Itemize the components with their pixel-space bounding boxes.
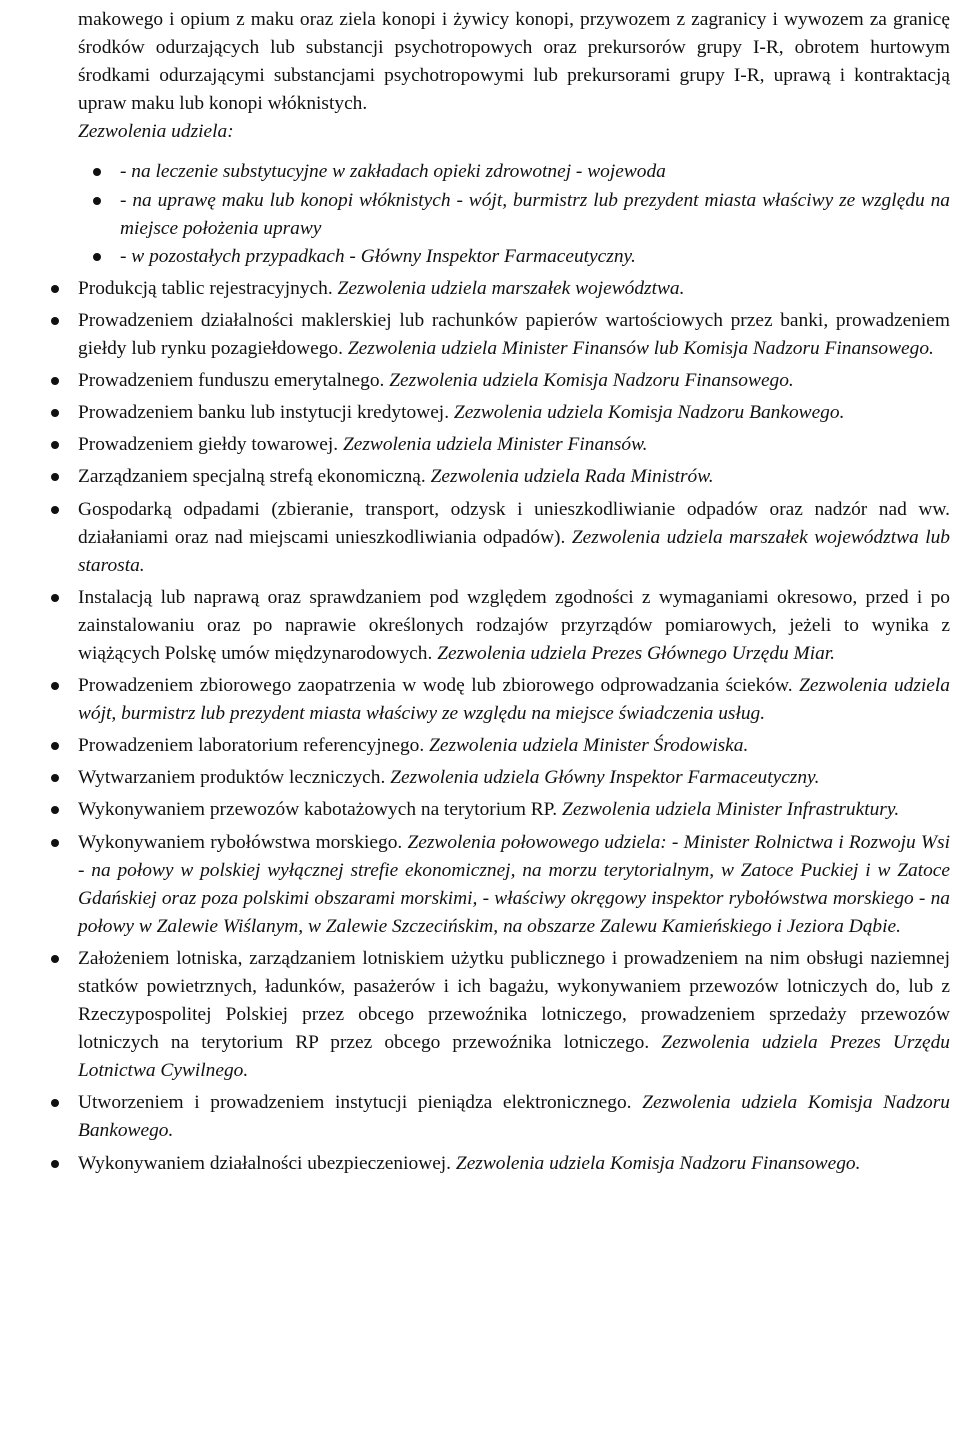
intro-paragraph: makowego i opium z maku oraz ziela konopi i żywicy konopi, przywozem z zagranicy i wywozem za granicę środków odurzających lub substancji psychotropowych oraz prekursorów grupy I-R, obrotem hurtowym środkami odurzającymi substancjami psychotropowymi lub prekursorami grupy I-R, uprawą i kontraktacją upraw maku lub konopi włóknistych. — [78, 9, 950, 115]
list-item — [78, 1089, 950, 1145]
activity-text: Wykonywaniem przewozów kabotażowych na terytorium RP. — [78, 799, 558, 821]
list-item — [78, 764, 950, 792]
list-item — [78, 732, 950, 760]
permit-text: Zezwolenia udziela wójt, burmistrz lub prezydent miasta właściwy ze względu na miejsce świadczenia usług. — [78, 675, 950, 725]
permit-text: Zezwolenia udziela Rada Ministrów. — [430, 466, 714, 488]
activity-text: Prowadzeniem funduszu emerytalnego. — [78, 370, 385, 392]
list-item — [78, 307, 950, 363]
list-item — [78, 463, 950, 491]
permit-text: Zezwolenia udziela Komisja Nadzoru Bankowego. — [453, 402, 845, 424]
activity-text: Produkcją tablic rejestracyjnych. — [78, 277, 333, 299]
activity-text: Wykonywaniem rybołówstwa morskiego. — [78, 831, 403, 853]
list-item — [78, 275, 950, 303]
permit-text: Zezwolenia udziela Minister Finansów. — [342, 434, 648, 456]
permit-text: Zezwolenia udziela marszałek województwa. — [337, 277, 685, 299]
list-item — [78, 496, 950, 580]
permit-text: Zezwolenia udziela Minister Infrastruktury. — [562, 799, 900, 821]
activity-list — [78, 275, 950, 1178]
list-item — [78, 399, 950, 427]
activity-text: Wykonywaniem działalności ubezpieczeniowej. — [78, 1152, 452, 1174]
activity-text: Prowadzeniem zbiorowego zaopatrzenia w wodę lub zbiorowego odprowadzania ścieków. — [78, 675, 793, 697]
permit-text: Zezwolenia udziela Komisja Nadzoru Finansowego. — [455, 1152, 861, 1174]
activity-text: Wytwarzaniem produktów leczniczych. — [78, 767, 386, 789]
permit-text: Zezwolenia połowowego udziela: - Minister Rolnictwa i Rozwoju Wsi - na połowy w polskiej wyłącznej strefie ekonomicznej, na morzu terytorialnym, w Zatoce Puckiej i w Zatoce Gdańskiej oraz poza polskimi obszarami morskimi, - właściwy okręgowy inspektor rybołówstwa morskiego - na połowy w Zalewie Wiślanym, w Zalewie Szczecińskim, na obszarze Zalewu Kamieńskiego i Jeziora Dąbie. — [78, 831, 950, 937]
list-item — [78, 1150, 950, 1178]
sub-list-item: - na uprawę maku lub konopi włóknistych - wójt, burmistrz lub prezydent miasta właściwy ze względu na miejsce położenia uprawy — [120, 187, 950, 243]
activity-text: Założeniem lotniska, zarządzaniem lotniskiem użytku publicznego i prowadzeniem na nim obsługi naziemnej statków powietrznych, ładunków, pasażerów i ich bagażu, wykonywaniem przewozów lotniczych do, lub z Rzeczypospolitej Polskiej przez obcego przewoźnika lotniczego, prowadzeniem sprzedaży przewozów lotniczych na terytorium RP przez obcego przewoźnika lotniczego. — [78, 947, 950, 1054]
permit-text: Zezwolenia udziela Prezes Urzędu Lotnictwa Cywilnego. — [78, 1032, 950, 1082]
permit-text: Zezwolenia udziela Minister Finansów lub Komisja Nadzoru Finansowego. — [347, 338, 934, 360]
activity-text: Prowadzeniem giełdy towarowej. — [78, 434, 339, 456]
list-item — [78, 584, 950, 668]
activity-text: Utworzeniem i prowadzeniem instytucji pieniądza elektronicznego. — [78, 1092, 632, 1114]
permit-text: Zezwolenia udziela Główny Inspektor Farmaceutyczny. — [390, 767, 820, 789]
intro-permit-heading: Zezwolenia udziela: — [78, 121, 234, 143]
list-item — [78, 431, 950, 459]
sub-list-item: - na leczenie substytucyjne w zakładach opieki zdrowotnej - wojewoda — [120, 158, 950, 186]
sub-list-item: - w pozostałych przypadkach - Główny Inspektor Farmaceutyczny. — [120, 243, 950, 271]
list-item — [78, 367, 950, 395]
permit-text: Zezwolenia udziela Prezes Głównego Urzędu Miar. — [437, 642, 836, 664]
sub-permit-list — [78, 158, 950, 270]
permit-text: Zezwolenia udziela marszałek województwa lub starosta. — [78, 526, 950, 576]
activity-text: Zarządzaniem specjalną strefą ekonomiczną. — [78, 466, 426, 488]
list-item — [78, 945, 950, 1085]
permit-text: Zezwolenia udziela Komisja Nadzoru Finansowego. — [389, 370, 794, 392]
activity-text: Instalacją lub naprawą oraz sprawdzaniem pod względem zgodności z wymaganiami okresowo, przed i po zainstalowaniu oraz po naprawie określonych rodzajów przyrządów pomiarowych, jeżeli to wynika z wiążących Polskę umów międzynarodowych. — [78, 586, 950, 664]
list-item — [78, 672, 950, 728]
list-item — [78, 796, 950, 824]
list-item — [78, 829, 950, 941]
permit-text: Zezwolenia udziela Minister Środowiska. — [429, 735, 749, 757]
activity-text: Prowadzeniem banku lub instytucji kredytowej. — [78, 402, 450, 424]
permit-text: Zezwolenia udziela Komisja Nadzoru Bankowego. — [78, 1092, 950, 1142]
activity-text: Prowadzeniem działalności maklerskiej lub rachunków papierów wartościowych przez banki, prowadzeniem giełdy lub rynku pozagiełdowego. — [78, 309, 950, 360]
activity-text: Prowadzeniem laboratorium referencyjnego. — [78, 735, 425, 757]
activity-text: Gospodarką odpadami (zbieranie, transport, odzysk i unieszkodliwianie odpadów oraz nadzór nad ww. działaniami oraz nad miejscami unieszkodliwiania odpadów). — [78, 498, 950, 548]
